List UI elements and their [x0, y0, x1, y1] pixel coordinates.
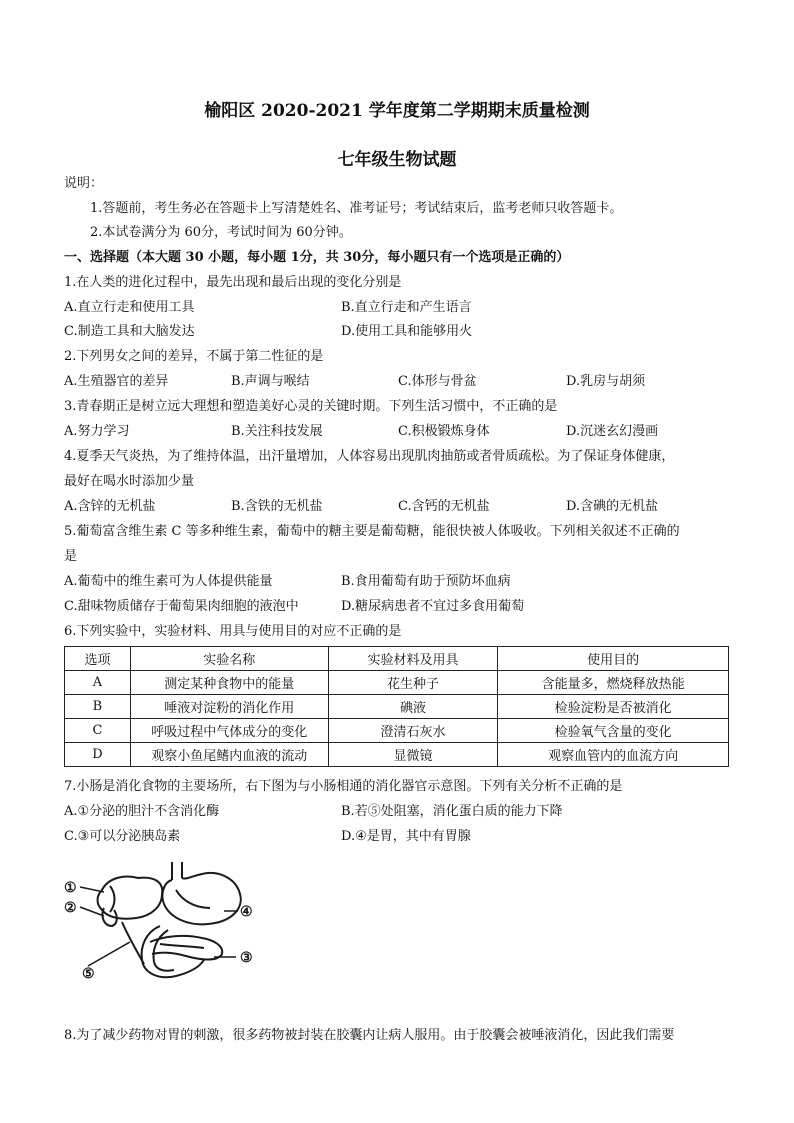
liver-shape [98, 877, 163, 919]
table-cell: 含能量多，燃烧释放热能 [498, 671, 729, 695]
table-cell: 观察小鱼尾鳍内血液的流动 [130, 743, 328, 767]
stomach-shape [162, 873, 240, 924]
table-cell: 澄清石灰水 [328, 719, 498, 743]
exam-title: 榆阳区 2020-2021 学年度第二学期期末质量检测 [204, 101, 590, 121]
option-d: D.沉迷玄幻漫画 [566, 424, 659, 439]
option-b: B.含铁的无机盐 [231, 499, 323, 514]
figure-label-4: ④ [240, 904, 253, 920]
figure-label-3: ③ [240, 950, 253, 966]
question-stem: 1.在人类的进化过程中，最先出现和最后出现的变化分别是 [64, 275, 402, 290]
table-cell: 呼吸过程中气体成分的变化 [130, 719, 328, 743]
figure-label-5: ⑤ [82, 966, 95, 982]
table-cell: 唾液对淀粉的消化作用 [130, 695, 328, 719]
table-header: 使用目的 [498, 647, 729, 671]
figure-label-2: ② [64, 900, 77, 916]
table-header-row [65, 647, 729, 671]
instruction-item: 1.答题前，考生务必在答题卡上写清楚姓名、准考证号；考试结束后，监考老师只收答题卡。 [90, 201, 623, 216]
table-cell: 测定某种食物中的能量 [130, 671, 328, 695]
exam-subtitle: 七年级生物试题 [337, 150, 457, 170]
option-c: C.含钙的无机盐 [398, 499, 490, 514]
option-d: D.乳房与胡须 [566, 374, 646, 389]
experiment-table [64, 646, 729, 767]
table-cell: B [65, 695, 131, 719]
table-cell: A [65, 671, 131, 695]
instructions-label: 说明： [64, 176, 104, 191]
table-row [65, 743, 729, 767]
instruction-item: 2.本试卷满分为 60分，考试时间为 60分钟。 [90, 225, 352, 240]
table-cell: 检验淀粉是否被消化 [498, 695, 729, 719]
option-c: C.制造工具和大脑发达 [64, 324, 195, 339]
pancreas-shape [150, 936, 222, 960]
option-a: A.努力学习 [64, 424, 130, 439]
option-d: D.含碘的无机盐 [566, 499, 659, 514]
question-stem: 3.青春期正是树立远大理想和塑造美好心灵的关键时期。下列生活习惯中，不正确的是 [64, 399, 558, 414]
table-header: 实验材料及用具 [328, 647, 498, 671]
table-cell: C [65, 719, 131, 743]
table-row [65, 671, 729, 695]
option-a: A.①分泌的胆汁不含消化酶 [64, 804, 220, 819]
option-b: B.食用葡萄有助于预防坏血病 [341, 574, 511, 589]
option-c: C.③可以分泌胰岛素 [64, 829, 181, 844]
option-a: A.葡萄中的维生素可为人体提供能量 [64, 574, 273, 589]
section-heading: 一、选择题（本大题 30 小题，每小题 1分，共 30分，每小题只有一个选项是正确的） [64, 250, 570, 265]
question-stem: 6.下列实验中，实验材料、用具与使用目的对应不正确的是 [64, 624, 402, 639]
table-row [65, 695, 729, 719]
digestive-organs-figure [64, 860, 264, 985]
table-row [65, 719, 729, 743]
table-cell: 花生种子 [328, 671, 498, 695]
table-header: 选项 [65, 647, 131, 671]
table-cell: 检验氧气含量的变化 [498, 719, 729, 743]
option-b: B.若⑤处阻塞，消化蛋白质的能力下降 [341, 804, 563, 819]
option-a: A.生殖器官的差异 [64, 374, 169, 389]
esophagus-shape [172, 862, 182, 880]
option-d: D.④是胃，其中有胃腺 [341, 829, 471, 844]
option-b: B.直立行走和产生语言 [341, 300, 472, 315]
option-d: D.糖尿病患者不宜过多食用葡萄 [341, 599, 525, 614]
bile-duct [122, 922, 144, 964]
figure-label-1: ① [64, 880, 77, 896]
question-stem: 8.为了减少药物对胃的刺激，很多药物被封装在胶囊内让病人服用。由于胶囊会被唾液消化，因此我们需要 [64, 1028, 675, 1043]
option-d: D.使用工具和能够用火 [341, 324, 473, 339]
option-a: A.含锌的无机盐 [64, 499, 156, 514]
option-c: C.甜味物质储存于葡萄果肉细胞的液泡中 [64, 599, 299, 614]
table-header: 实验名称 [130, 647, 328, 671]
table-cell: 显微镜 [328, 743, 498, 767]
question-stem-cont: 是 [64, 549, 78, 564]
option-b: B.关注科技发展 [231, 424, 323, 439]
question-stem: 4.夏季天气炎热，为了维持体温，出汗量增加，人体容易出现肌肉抽筋或者骨质疏松。为了保证身体健康， [64, 449, 675, 464]
question-stem: 7.小肠是消化食物的主要场所，右下图为与小肠相通的消化器官示意图。下列有关分析不正确的是 [64, 779, 623, 794]
option-c: C.体形与骨盆 [398, 374, 477, 389]
table-cell: 观察血管内的血流方向 [498, 743, 729, 767]
table-cell: D [65, 743, 131, 767]
option-c: C.积极锻炼身体 [398, 424, 490, 439]
question-stem-cont: 最好在喝水时添加少量 [64, 474, 195, 489]
question-stem: 2.下列男女之间的差异，不属于第二性征的是 [64, 349, 324, 364]
question-stem: 5.葡萄富含维生素 C 等多种维生素，葡萄中的糖主要是葡萄糖，能很快被人体吸收。下列相关叙述不正确的 [64, 524, 680, 539]
option-a: A.直立行走和使用工具 [64, 300, 195, 315]
table-cell: 碘液 [328, 695, 498, 719]
option-b: B.声调与喉结 [231, 374, 310, 389]
